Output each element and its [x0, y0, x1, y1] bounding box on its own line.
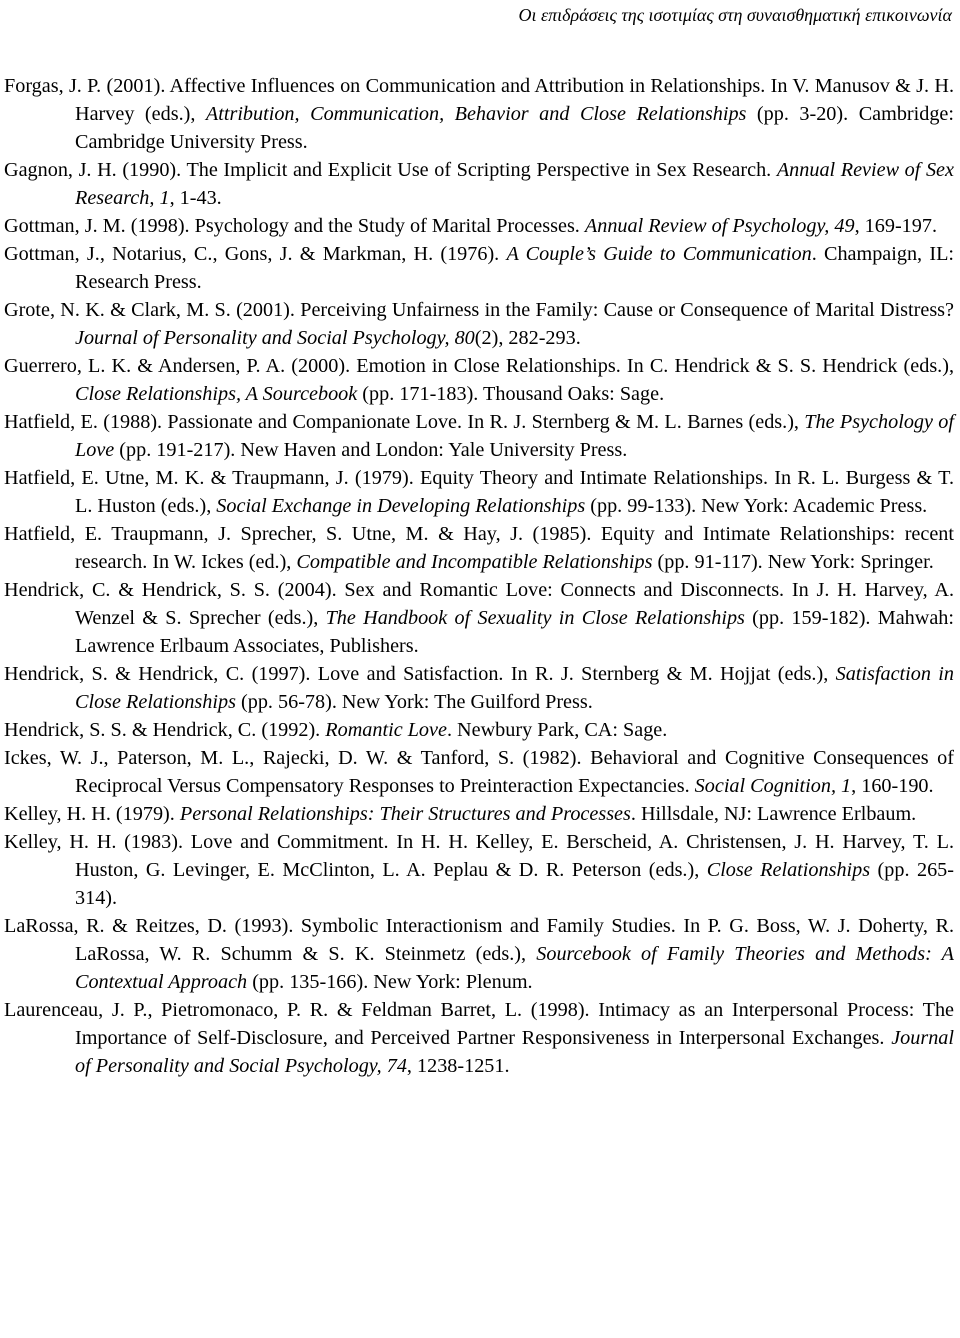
ref-part: (pp. 159-182). Mahwah: Lawrence Erlbaum Associates, Publishers. — [75, 607, 954, 657]
reference-entry-larossa-1993 — [4, 912, 954, 996]
ref-part: (pp. 191-217). New Haven and London: Yale University Press. — [114, 439, 628, 461]
ref-part-italic: A Couple’s Guide to Communication — [506, 243, 812, 265]
ref-part-italic: Romantic Love — [325, 719, 447, 741]
reference-entry-guerrero-2000 — [4, 352, 954, 408]
ref-part-italic: Social Exchange in Developing Relationships — [216, 495, 586, 517]
reference-entry-laurenceau-1998 — [4, 996, 954, 1080]
ref-part: (pp. 99-133). New York: Academic Press. — [585, 495, 928, 517]
ref-part-italic: Satisfaction in Close Relationships — [75, 663, 954, 713]
ref-part: (pp. 265-314). — [75, 859, 954, 909]
ref-part: Laurenceau, J. P., Pietromonaco, P. R. & Feldman Barret, L. (1998). Intimacy as an Interpersonal Process: The Importance of Self-Disclosure, and Perceived Partner Responsiveness in Interpersonal Exchanges. — [4, 999, 954, 1049]
ref-part: Grote, N. K. & Clark, M. S. (2001). Perceiving Unfairness in the Family: Cause or Consequence of Marital Distress? — [4, 299, 954, 321]
ref-part: (pp. 91-117). New York: Springer. — [652, 551, 934, 573]
running-header: Οι επιδράσεις της ισοτιμίας στη συναισθηματική επικοινωνία — [518, 5, 952, 25]
ref-part: (pp. 171-183). Thousand Oaks: Sage. — [357, 383, 665, 405]
reference-entry-forgas-2001 — [4, 72, 954, 156]
reference-entry-hendrick-1992 — [4, 716, 954, 744]
ref-part: Ickes, W. J., Paterson, M. L., Rajecki, D. W. & Tanford, S. (1982). Behavioral and Cognitive Consequences of Reciprocal Versus Compensatory Responses to Preinteraction Expectancies. — [4, 747, 954, 797]
ref-part-italic: Journal of Personality and Social Psychology, 80 — [75, 327, 475, 349]
ref-part: , 1238-1251. — [406, 1055, 510, 1077]
reference-list — [4, 72, 954, 1080]
ref-part: Gottman, J., Notarius, C., Gons, J. & Markman, H. (1976). — [4, 243, 507, 265]
ref-part-italic: Annual Review of Psychology, 49 — [584, 215, 855, 237]
reference-entry-hatfield-1988 — [4, 408, 954, 464]
ref-part-italic: Close Relationships — [706, 859, 871, 881]
reference-entry-hendrick-1997 — [4, 660, 954, 716]
ref-part-italic: Attribution, Communication, Behavior and Close Relationships — [205, 103, 747, 125]
ref-part-italic: Social Cognition, 1 — [694, 775, 852, 797]
ref-part: Hendrick, S. S. & Hendrick, C. (1992). — [4, 719, 326, 741]
ref-part: (pp. 56-78). New York: The Guilford Press. — [235, 691, 593, 713]
ref-part: , 160-190. — [851, 775, 934, 797]
ref-part: LaRossa, R. & Reitzes, D. (1993). Symbolic Interactionism and Family Studies. In P. G. Boss, W. J. Doherty, R. LaRossa, W. R. Schumm & S. K. Steinmetz (eds.), — [4, 915, 954, 965]
ref-part-italic: Close Relationships, A Sourcebook — [75, 383, 358, 405]
ref-part: , 1-43. — [169, 187, 222, 209]
reference-entry-ickes-1982 — [4, 744, 954, 800]
ref-part-italic: Journal of Personality and Social Psychology, 74 — [75, 1027, 954, 1077]
ref-part: (2), 282-293. — [474, 327, 581, 349]
ref-part: , 169-197. — [854, 215, 938, 237]
ref-part: Guerrero, L. K. & Andersen, P. A. (2000). Emotion in Close Relationships. In C. Hendrick & S. S. Hendrick (eds.), — [4, 355, 954, 377]
ref-part: Hatfield, E. Traupmann, J. Sprecher, S. Utne, M. & Hay, J. (1985). Equity and Intimate Relationships: recent research. In W. Ickes (ed.), — [4, 523, 954, 573]
ref-part: . Champaign, IL: Research Press. — [75, 243, 955, 293]
ref-part-italic: Annual Review of Sex Research, 1 — [75, 159, 954, 209]
ref-part: Hendrick, C. & Hendrick, S. S. (2004). Sex and Romantic Love: Connects and Disconnects. In J. H. Harvey, A. Wenzel & S. Sprecher (eds.), — [4, 579, 954, 629]
reference-entry-grote-2001 — [4, 296, 954, 352]
reference-entry-hendrick-2004 — [4, 576, 954, 660]
reference-entry-gagnon-1990 — [4, 156, 954, 212]
ref-part: . Hillsdale, NJ: Lawrence Erlbaum. — [630, 803, 917, 825]
ref-part: . Newbury Park, CA: Sage. — [446, 719, 668, 741]
ref-part: Hatfield, E. (1988). Passionate and Companionate Love. In R. J. Sternberg & M. L. Barnes (eds.), — [4, 411, 805, 433]
ref-part: Gagnon, J. H. (1990). The Implicit and Explicit Use of Scripting Perspective in Sex Research. — [4, 159, 777, 181]
ref-part-italic: The Psychology of Love — [75, 411, 954, 461]
reference-entry-kelley-1983 — [4, 828, 954, 912]
ref-part-italic: Personal Relationships: Their Structures and Processes — [179, 803, 631, 825]
reference-entry-gottman-1998 — [4, 212, 954, 240]
reference-entry-hatfield-1985 — [4, 520, 954, 576]
ref-part: Hendrick, S. & Hendrick, C. (1997). Love and Satisfaction. In R. J. Sternberg & M. Hojjat (eds.), — [4, 663, 836, 685]
ref-part-italic: Sourcebook of Family Theories and Methods: A Contextual Approach — [75, 943, 954, 993]
ref-part: Forgas, J. P. (2001). Affective Influences on Communication and Attribution in Relationships. In V. Manusov & J. H. Harvey (eds.), — [4, 75, 954, 125]
ref-part: Kelley, H. H. (1983). Love and Commitment. In H. H. Kelley, E. Berscheid, A. Christensen, J. H. Harvey, T. L. Huston, G. Levinger, E. McClinton, L. A. Peplau & D. R. Peterson (eds.), — [4, 831, 954, 881]
ref-part: Gottman, J. M. (1998). Psychology and the Study of Marital Processes. — [4, 215, 585, 237]
ref-part-italic: Compatible and Incompatible Relationships — [296, 551, 653, 573]
ref-part: (pp. 3-20). Cambridge: Cambridge University Press. — [75, 103, 955, 153]
ref-part-italic: The Handbook of Sexuality in Close Relationships — [325, 607, 745, 629]
reference-entry-hatfield-1979 — [4, 464, 954, 520]
reference-entry-gottman-1976 — [4, 240, 954, 296]
ref-part: (pp. 135-166). New York: Plenum. — [247, 971, 533, 993]
ref-part: Kelley, H. H. (1979). — [4, 803, 180, 825]
reference-entry-kelley-1979 — [4, 800, 954, 828]
ref-part: Hatfield, E. Utne, M. K. & Traupmann, J. (1979). Equity Theory and Intimate Relationships. In R. L. Burgess & T. L. Huston (eds.), — [4, 467, 954, 517]
